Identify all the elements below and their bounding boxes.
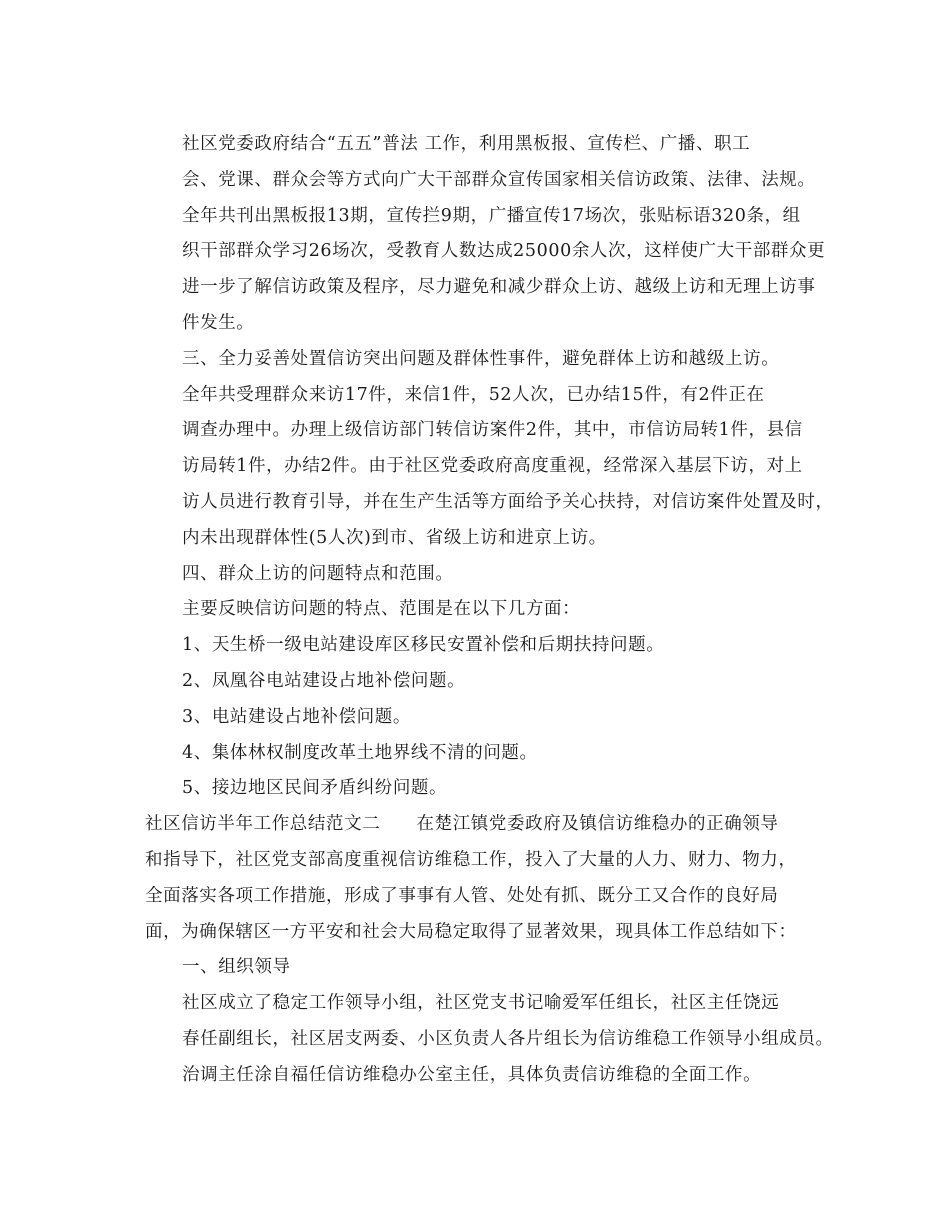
paragraph: [145, 736, 805, 772]
text-line: 件发生。: [182, 312, 255, 333]
text-line: 全面落实各项工作措施，形成了事事有人管、处处有抓、既分工又合作的良好局: [145, 885, 779, 906]
paragraph: [145, 700, 805, 736]
text-line: 春任副组长，社区居支两委、小区负责人各片组长为信访维稳工作领导小组成员。: [182, 1028, 834, 1049]
paragraph: [145, 378, 834, 557]
paragraph: [145, 628, 805, 664]
paragraph: [145, 592, 805, 628]
text-line: 全年共受理群众来访17件，来信1件，52人次，已办结15件，有2件正在: [182, 384, 765, 405]
text-line: 3、电站建设占地补偿问题。: [182, 706, 411, 727]
text-line: 进一步了解信访政策及程序，尽力避免和减少群众上访、越级上访和无理上访事: [182, 277, 816, 298]
text-line: 主要反映信访问题的特点、范围是在以下几方面：: [182, 599, 581, 620]
paragraph: [145, 342, 805, 378]
text-line: 一、组织领导: [182, 957, 291, 978]
paragraph: [145, 986, 834, 1093]
text-line: 四、群众上访的问题特点和范围。: [182, 563, 454, 584]
text-line: 内未出现群体性(5人次)到市、省级上访和进京上访。: [182, 527, 607, 548]
text-line: 2、凤凰谷电站建设占地补偿问题。: [182, 670, 466, 691]
text-line: 社区党委政府结合“五五”普法 工作，利用黑板报、宣传栏、广播、职工: [182, 134, 751, 154]
paragraph: [145, 771, 805, 807]
text-line: 调查办理中。办理上级信访部门转信访案件2件，其中，市信访局转1件，县信: [182, 420, 803, 441]
paragraph: [145, 807, 805, 950]
text-line: 会、党课、群众会等方式向广大干部群众宣传国家相关信访政策、法律、法规。: [182, 169, 816, 190]
text-line: 全年共刊出黑板报13期，宣传拦9期，广播宣传17场次，张贴标语320条，组: [182, 205, 801, 226]
text-line: 治调主任涂自福任信访维稳办公室主任，具体负责信访维稳的全面工作。: [182, 1064, 762, 1085]
text-line: 访人员进行教育引导，并在生产生活等方面给予关心扶持，对信访案件处置及时，: [182, 491, 834, 512]
text-line: 三、全力妥善处置信访突出问题及群体性事件，避免群体上访和越级上访。: [182, 348, 780, 369]
text-line: 社区成立了稳定工作领导小组，社区党支书记喻爱军任组长，社区主任饶远: [182, 993, 780, 1014]
text-line: 访局转1件，办结2件。由于社区党委政府高度重视，经常深入基层下访，对上: [182, 456, 803, 477]
text-line: 织干部群众学习26场次，受教育人数达成25000余人次，这样使广大干部群众更: [182, 241, 826, 262]
text-line: 和指导下，社区党支部高度重视信访维稳工作，投入了大量的人力、财力、物力，: [145, 849, 797, 870]
text-line: 社区信访半年工作总结范文二 在楚江镇党委政府及镇信访维稳办的正确领导: [145, 814, 779, 835]
text-line: 面，为确保辖区一方平安和社会大局稳定取得了显著效果，现具体工作总结如下：: [145, 921, 797, 942]
paragraph: [145, 950, 805, 986]
document-body: [145, 127, 834, 1094]
text-line: 4、集体林权制度改革土地界线不清的问题。: [182, 742, 538, 763]
paragraph: [145, 127, 826, 342]
paragraph: [145, 664, 805, 700]
paragraph: [145, 557, 805, 593]
text-line: 5、接边地区民间矛盾纠纷问题。: [182, 778, 448, 799]
text-line: 1、天生桥一级电站建设库区移民安置补偿和后期扶持问题。: [182, 635, 665, 656]
